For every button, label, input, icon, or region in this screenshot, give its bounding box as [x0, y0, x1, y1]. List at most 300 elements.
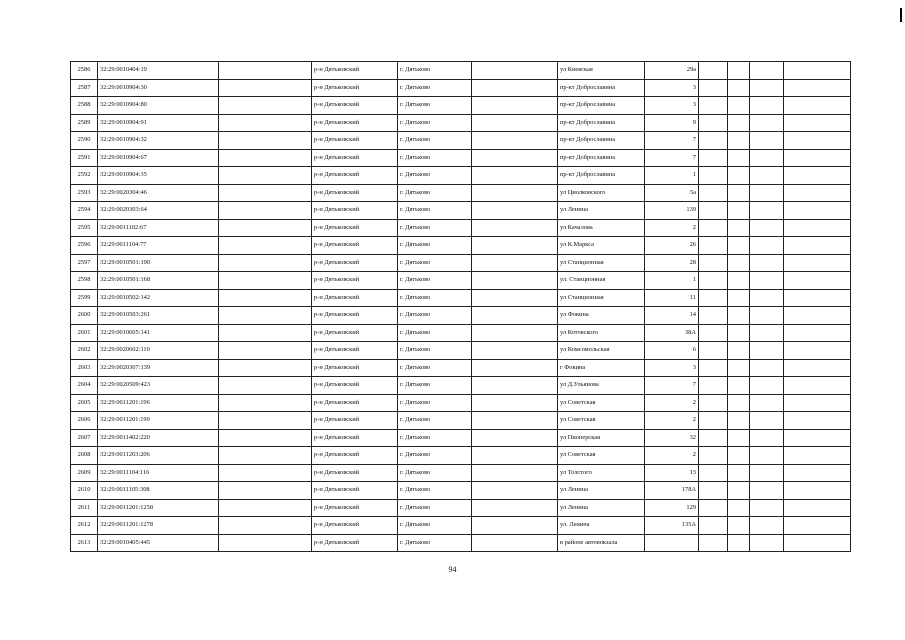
district: р-н Дятьковский — [312, 132, 398, 150]
house-number: 2 — [645, 219, 699, 237]
city: г. Дятьково — [398, 359, 472, 377]
empty-cell — [699, 272, 728, 290]
empty-cell — [728, 464, 750, 482]
empty-cell — [784, 289, 851, 307]
house-number: 1 — [645, 167, 699, 185]
empty-cell — [472, 429, 558, 447]
street: ул Ленина — [558, 499, 645, 517]
empty-cell — [219, 499, 312, 517]
empty-cell — [219, 237, 312, 255]
city: г. Дятьково — [398, 289, 472, 307]
row-number: 2603 — [71, 359, 98, 377]
empty-cell — [784, 412, 851, 430]
empty-cell — [219, 97, 312, 115]
district: р-н Дятьковский — [312, 342, 398, 360]
empty-cell — [699, 289, 728, 307]
row-number: 2602 — [71, 342, 98, 360]
empty-cell — [472, 202, 558, 220]
empty-cell — [219, 394, 312, 412]
city: г. Дятьково — [398, 517, 472, 535]
table-row — [71, 324, 851, 342]
house-number: 129 — [645, 499, 699, 517]
city: г. Дятьково — [398, 447, 472, 465]
empty-cell — [784, 167, 851, 185]
district: р-н Дятьковский — [312, 167, 398, 185]
empty-cell — [472, 289, 558, 307]
cadastral-number: 32:29:0010503:261 — [98, 307, 219, 325]
house-number: 178А — [645, 482, 699, 500]
empty-cell — [784, 429, 851, 447]
city: г. Дятьково — [398, 464, 472, 482]
city: г. Дятьково — [398, 202, 472, 220]
page-number: 94 — [448, 565, 457, 574]
district: р-н Дятьковский — [312, 464, 398, 482]
house-number: 9 — [645, 114, 699, 132]
empty-cell — [472, 464, 558, 482]
empty-cell — [472, 412, 558, 430]
cadastral-number: 32:29:0011201:199 — [98, 412, 219, 430]
street: ул Котовского — [558, 324, 645, 342]
empty-cell — [750, 307, 784, 325]
empty-cell — [699, 237, 728, 255]
row-number: 2594 — [71, 202, 98, 220]
empty-cell — [699, 184, 728, 202]
cadastral-number: 32:29:0020307:139 — [98, 359, 219, 377]
street: ул Комсомольская — [558, 342, 645, 360]
empty-cell — [472, 97, 558, 115]
street: ул Циолковского — [558, 184, 645, 202]
row-number: 2596 — [71, 237, 98, 255]
city: г. Дятьково — [398, 534, 472, 552]
row-number: 2595 — [71, 219, 98, 237]
street: ул Советская — [558, 394, 645, 412]
row-number: 2599 — [71, 289, 98, 307]
row-number: 2600 — [71, 307, 98, 325]
city: г. Дятьково — [398, 499, 472, 517]
empty-cell — [219, 132, 312, 150]
empty-cell — [699, 149, 728, 167]
district: р-н Дятьковский — [312, 114, 398, 132]
house-number: 135А — [645, 517, 699, 535]
empty-cell — [728, 167, 750, 185]
empty-cell — [472, 447, 558, 465]
empty-cell — [219, 254, 312, 272]
district: р-н Дятьковский — [312, 499, 398, 517]
empty-cell — [472, 272, 558, 290]
empty-cell — [784, 324, 851, 342]
house-number: 6 — [645, 342, 699, 360]
empty-cell — [784, 394, 851, 412]
cadastral-number: 32:29:0010904:80 — [98, 97, 219, 115]
empty-cell — [472, 237, 558, 255]
empty-cell — [750, 237, 784, 255]
registry-table — [70, 61, 851, 552]
district: р-н Дятьковский — [312, 429, 398, 447]
empty-cell — [728, 79, 750, 97]
empty-cell — [699, 167, 728, 185]
cadastral-number: 32:29:0010904:30 — [98, 79, 219, 97]
empty-cell — [784, 499, 851, 517]
table-row — [71, 254, 851, 272]
empty-cell — [784, 517, 851, 535]
empty-cell — [750, 289, 784, 307]
street: ул Фокина — [558, 307, 645, 325]
house-number: 2 — [645, 412, 699, 430]
table-row — [71, 517, 851, 535]
empty-cell — [750, 114, 784, 132]
empty-cell — [472, 359, 558, 377]
empty-cell — [728, 482, 750, 500]
district: р-н Дятьковский — [312, 289, 398, 307]
house-number: 139 — [645, 202, 699, 220]
cadastral-number: 32:29:0010904:67 — [98, 149, 219, 167]
house-number: 32 — [645, 429, 699, 447]
district: р-н Дятьковский — [312, 482, 398, 500]
table-row — [71, 429, 851, 447]
table-row — [71, 184, 851, 202]
empty-cell — [728, 219, 750, 237]
house-number: 13 — [645, 464, 699, 482]
empty-cell — [728, 534, 750, 552]
district: р-н Дятьковский — [312, 184, 398, 202]
row-number: 2608 — [71, 447, 98, 465]
house-number: 2 — [645, 447, 699, 465]
empty-cell — [784, 464, 851, 482]
cadastral-number: 32:29:0010404:19 — [98, 62, 219, 80]
empty-cell — [219, 289, 312, 307]
street: ул Качалова — [558, 219, 645, 237]
page-edge-mark — [900, 8, 902, 22]
district: р-н Дятьковский — [312, 97, 398, 115]
empty-cell — [699, 394, 728, 412]
row-number: 2612 — [71, 517, 98, 535]
table-row — [71, 114, 851, 132]
empty-cell — [750, 79, 784, 97]
street: ул Д.Ульянова — [558, 377, 645, 395]
table-row — [71, 97, 851, 115]
empty-cell — [728, 237, 750, 255]
empty-cell — [219, 272, 312, 290]
empty-cell — [784, 114, 851, 132]
city: г. Дятьково — [398, 342, 472, 360]
city: г. Дятьково — [398, 394, 472, 412]
cadastral-number: 32:29:0010405:445 — [98, 534, 219, 552]
empty-cell — [728, 342, 750, 360]
cadastral-number: 32:29:0011201:196 — [98, 394, 219, 412]
empty-cell — [219, 412, 312, 430]
empty-cell — [728, 447, 750, 465]
empty-cell — [472, 342, 558, 360]
empty-cell — [750, 429, 784, 447]
cadastral-number: 32:29:0010501:168 — [98, 272, 219, 290]
empty-cell — [784, 272, 851, 290]
empty-cell — [472, 499, 558, 517]
empty-cell — [728, 202, 750, 220]
street: пр-кт Доброславина — [558, 149, 645, 167]
empty-cell — [784, 149, 851, 167]
street: пр-кт Доброславина — [558, 114, 645, 132]
district: р-н Дятьковский — [312, 237, 398, 255]
empty-cell — [750, 97, 784, 115]
city: г. Дятьково — [398, 62, 472, 80]
empty-cell — [750, 342, 784, 360]
house-number: 3 — [645, 359, 699, 377]
empty-cell — [699, 429, 728, 447]
city: г. Дятьково — [398, 219, 472, 237]
table-row — [71, 412, 851, 430]
table-row — [71, 482, 851, 500]
empty-cell — [750, 464, 784, 482]
city: г. Дятьково — [398, 377, 472, 395]
empty-cell — [750, 149, 784, 167]
street: ул. Станционная — [558, 272, 645, 290]
empty-cell — [219, 534, 312, 552]
row-number: 2610 — [71, 482, 98, 500]
empty-cell — [750, 394, 784, 412]
empty-cell — [728, 62, 750, 80]
empty-cell — [472, 517, 558, 535]
row-number: 2592 — [71, 167, 98, 185]
cadastral-number: 32:29:0010502:142 — [98, 289, 219, 307]
row-number: 2613 — [71, 534, 98, 552]
empty-cell — [699, 62, 728, 80]
district: р-н Дятьковский — [312, 202, 398, 220]
empty-cell — [219, 184, 312, 202]
table-row — [71, 377, 851, 395]
house-number: 26 — [645, 237, 699, 255]
street: ул Советская — [558, 412, 645, 430]
empty-cell — [699, 132, 728, 150]
city: г. Дятьково — [398, 254, 472, 272]
cadastral-number: 32:29:0011102:67 — [98, 219, 219, 237]
table-row — [71, 62, 851, 80]
city: г. Дятьково — [398, 482, 472, 500]
empty-cell — [699, 202, 728, 220]
empty-cell — [699, 79, 728, 97]
empty-cell — [472, 254, 558, 272]
table-row — [71, 464, 851, 482]
registry-body — [71, 62, 851, 552]
district: р-н Дятьковский — [312, 412, 398, 430]
empty-cell — [699, 342, 728, 360]
row-number: 2587 — [71, 79, 98, 97]
empty-cell — [728, 412, 750, 430]
row-number: 2590 — [71, 132, 98, 150]
empty-cell — [219, 219, 312, 237]
empty-cell — [219, 429, 312, 447]
cadastral-number: 32:29:0010501:190 — [98, 254, 219, 272]
cadastral-number: 32:29:0010605:141 — [98, 324, 219, 342]
house-number: 11 — [645, 289, 699, 307]
street: ул Киевская — [558, 62, 645, 80]
empty-cell — [472, 167, 558, 185]
district: р-н Дятьковский — [312, 219, 398, 237]
table-row — [71, 167, 851, 185]
empty-cell — [784, 219, 851, 237]
street: ул Советская — [558, 447, 645, 465]
empty-cell — [219, 359, 312, 377]
district: р-н Дятьковский — [312, 517, 398, 535]
empty-cell — [219, 377, 312, 395]
house-number — [645, 534, 699, 552]
cadastral-number: 32:29:0020304:46 — [98, 184, 219, 202]
row-number: 2589 — [71, 114, 98, 132]
empty-cell — [784, 482, 851, 500]
empty-cell — [784, 254, 851, 272]
empty-cell — [728, 517, 750, 535]
empty-cell — [784, 62, 851, 80]
empty-cell — [728, 377, 750, 395]
empty-cell — [750, 219, 784, 237]
empty-cell — [784, 342, 851, 360]
empty-cell — [699, 359, 728, 377]
street: ул Ленина — [558, 482, 645, 500]
empty-cell — [750, 202, 784, 220]
empty-cell — [784, 184, 851, 202]
row-number: 2606 — [71, 412, 98, 430]
cadastral-number: 32:29:0011201:1278 — [98, 517, 219, 535]
district: р-н Дятьковский — [312, 272, 398, 290]
empty-cell — [728, 307, 750, 325]
district: р-н Дятьковский — [312, 447, 398, 465]
empty-cell — [728, 324, 750, 342]
empty-cell — [699, 254, 728, 272]
table-row — [71, 499, 851, 517]
table-row — [71, 272, 851, 290]
empty-cell — [472, 149, 558, 167]
empty-cell — [728, 114, 750, 132]
empty-cell — [472, 377, 558, 395]
row-number: 2605 — [71, 394, 98, 412]
street: г Фокина — [558, 359, 645, 377]
empty-cell — [472, 534, 558, 552]
row-number: 2601 — [71, 324, 98, 342]
city: г. Дятьково — [398, 307, 472, 325]
city: г. Дятьково — [398, 132, 472, 150]
house-number: 3 — [645, 97, 699, 115]
cadastral-number: 32:29:0011402:220 — [98, 429, 219, 447]
empty-cell — [219, 62, 312, 80]
empty-cell — [219, 307, 312, 325]
empty-cell — [784, 202, 851, 220]
house-number: 1 — [645, 272, 699, 290]
empty-cell — [784, 132, 851, 150]
table-row — [71, 447, 851, 465]
empty-cell — [472, 79, 558, 97]
empty-cell — [728, 429, 750, 447]
city: г. Дятьково — [398, 149, 472, 167]
empty-cell — [784, 359, 851, 377]
empty-cell — [750, 482, 784, 500]
street: пр-кт Доброславина — [558, 97, 645, 115]
empty-cell — [219, 202, 312, 220]
row-number: 2593 — [71, 184, 98, 202]
row-number: 2591 — [71, 149, 98, 167]
empty-cell — [784, 97, 851, 115]
table-row — [71, 289, 851, 307]
empty-cell — [750, 254, 784, 272]
empty-cell — [219, 342, 312, 360]
empty-cell — [699, 377, 728, 395]
empty-cell — [728, 132, 750, 150]
city: г. Дятьково — [398, 167, 472, 185]
district: р-н Дятьковский — [312, 79, 398, 97]
district: р-н Дятьковский — [312, 254, 398, 272]
cadastral-number: 32:29:0011104:116 — [98, 464, 219, 482]
house-number: 7 — [645, 149, 699, 167]
empty-cell — [472, 184, 558, 202]
empty-cell — [219, 447, 312, 465]
row-number: 2588 — [71, 97, 98, 115]
empty-cell — [699, 447, 728, 465]
row-number: 2607 — [71, 429, 98, 447]
district: р-н Дятьковский — [312, 359, 398, 377]
empty-cell — [728, 499, 750, 517]
district: р-н Дятьковский — [312, 324, 398, 342]
house-number: 14 — [645, 307, 699, 325]
empty-cell — [784, 447, 851, 465]
row-number: 2611 — [71, 499, 98, 517]
house-number: 7 — [645, 132, 699, 150]
empty-cell — [750, 62, 784, 80]
street: пр-кт Доброславина — [558, 132, 645, 150]
table-row — [71, 132, 851, 150]
empty-cell — [219, 149, 312, 167]
empty-cell — [219, 167, 312, 185]
empty-cell — [750, 167, 784, 185]
empty-cell — [219, 324, 312, 342]
empty-cell — [784, 79, 851, 97]
empty-cell — [699, 517, 728, 535]
empty-cell — [699, 499, 728, 517]
empty-cell — [219, 517, 312, 535]
empty-cell — [699, 324, 728, 342]
table-row — [71, 307, 851, 325]
street: пр-кт Доброславина — [558, 79, 645, 97]
house-number: 7 — [645, 377, 699, 395]
table-row — [71, 534, 851, 552]
table-row — [71, 237, 851, 255]
cadastral-number: 32:29:0011104:77 — [98, 237, 219, 255]
cadastral-number: 32:29:0011201:1258 — [98, 499, 219, 517]
city: г. Дятьково — [398, 79, 472, 97]
empty-cell — [750, 412, 784, 430]
empty-cell — [728, 272, 750, 290]
district: р-н Дятьковский — [312, 377, 398, 395]
table-row — [71, 394, 851, 412]
cadastral-number: 32:29:0020303:64 — [98, 202, 219, 220]
empty-cell — [472, 324, 558, 342]
city: г. Дятьково — [398, 429, 472, 447]
city: г. Дятьково — [398, 237, 472, 255]
empty-cell — [784, 307, 851, 325]
city: г. Дятьково — [398, 412, 472, 430]
empty-cell — [699, 482, 728, 500]
empty-cell — [750, 324, 784, 342]
empty-cell — [784, 534, 851, 552]
district: р-н Дятьковский — [312, 149, 398, 167]
empty-cell — [219, 464, 312, 482]
empty-cell — [699, 219, 728, 237]
empty-cell — [728, 289, 750, 307]
empty-cell — [219, 482, 312, 500]
empty-cell — [699, 114, 728, 132]
empty-cell — [699, 464, 728, 482]
empty-cell — [728, 359, 750, 377]
cadastral-number: 32:29:0010904:35 — [98, 167, 219, 185]
row-number: 2598 — [71, 272, 98, 290]
row-number: 2609 — [71, 464, 98, 482]
